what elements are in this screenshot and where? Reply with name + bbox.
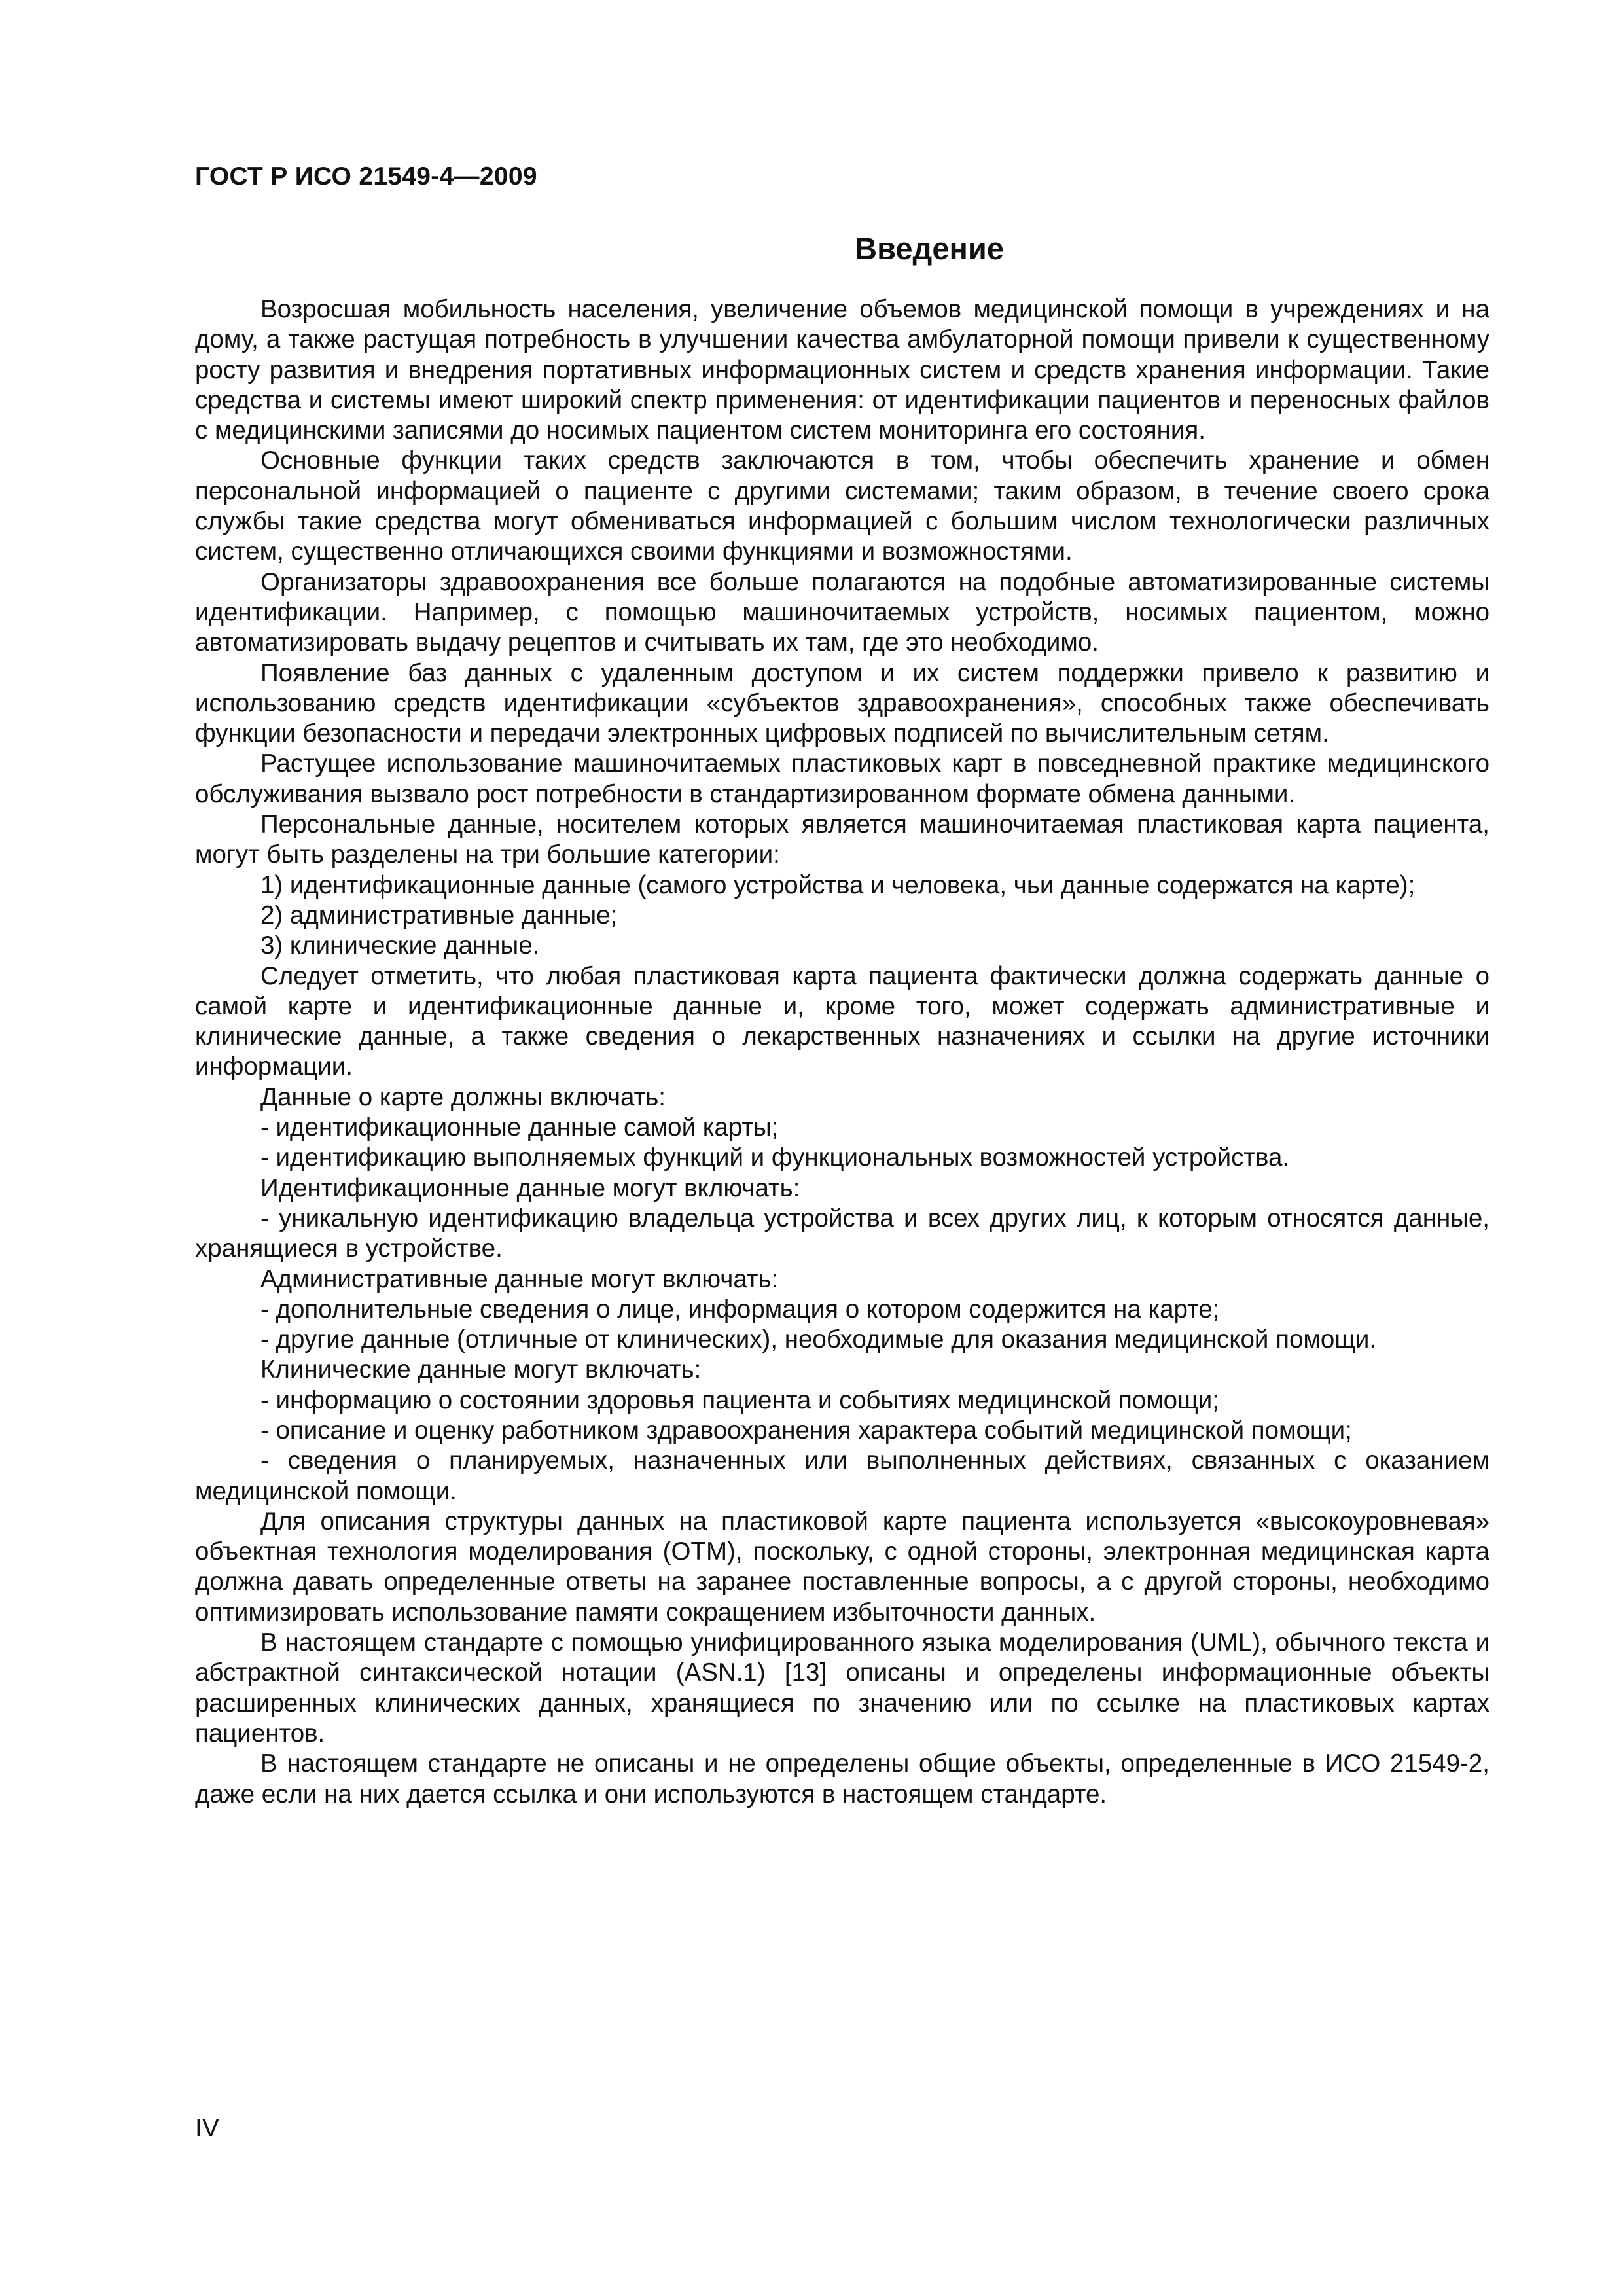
list-item: - идентификационные данные самой карты; xyxy=(260,1113,779,1142)
paragraph: Для описания структуры данных на пластиковой карте пациента используется «высокоуровневая» объектная технология моделирования (ОТМ), поскольку, с одной стороны, электронная медицинская карта должна давать определенные ответы на заранее поставленные вопросы, а с другой стороны, необходимо оптимизировать использование памяти сокращением избыточности данных. xyxy=(195,1507,1489,1626)
body-text xyxy=(195,295,1489,1810)
page-number: IV xyxy=(195,2114,219,2142)
paragraph: Следует отметить, что любая пластиковая карта пациента фактически должна содержать данные о самой карте и идентификационные данные и, кроме того, может содержать административные и клинические данные, а также сведения о лекарственных назначениях и ссылки на другие источники информации. xyxy=(195,961,1489,1081)
section-title: Введение xyxy=(855,231,1004,266)
paragraph: Организаторы здравоохранения все больше полагаются на подобные автоматизированные системы идентификации. Например, с помощью машиночитаемых устройств, носимых пациентом, можно автоматизировать выдачу рецептов и считывать их там, где это необходимо. xyxy=(195,567,1489,657)
list-item: - уникальную идентификацию владельца устройства и всех других лиц, к которым относятся данные, хранящиеся в устройстве. xyxy=(195,1204,1489,1263)
list-item: - другие данные (отличные от клинических), необходимые для оказания медицинской помощи. xyxy=(260,1325,1377,1354)
paragraph: Основные функции таких средств заключаются в том, чтобы обеспечить хранение и обмен персональной информацией о пациенте с другими системами; таким образом, в течение своего срока службы такие средства могут обмениваться информацией с большим числом технологически различных систем, существенно отличающихся своими функциями и возможностями. xyxy=(195,446,1489,566)
list-intro: Идентификационные данные могут включать: xyxy=(260,1174,800,1202)
paragraph: В настоящем стандарте с помощью унифицированного языка моделирования (UML), обычного текста и абстрактной синтаксической нотации (ASN.1) [13] описаны и определены информационные объекты расширенных клинических данных, хранящиеся по значению или по ссылке на пластиковых картах пациентов. xyxy=(195,1628,1489,1748)
category-item: 2) административные данные; xyxy=(260,901,618,929)
list-item: - идентификацию выполняемых функций и функциональных возможностей устройства. xyxy=(260,1143,1290,1172)
list-item: - информацию о состоянии здоровья пациента и событиях медицинской помощи; xyxy=(260,1386,1219,1414)
paragraph: В настоящем стандарте не описаны и не определены общие объекты, определенные в ИСО 21549-2, даже если на них дается ссылка и они используются в настоящем стандарте. xyxy=(195,1749,1489,1808)
list-item: - сведения о планируемых, назначенных или выполненных действиях, связанных с оказанием медицинской помощи. xyxy=(195,1446,1489,1505)
paragraph: Возросшая мобильность населения, увеличение объемов медицинской помощи в учреждениях и на дому, а также растущая потребность в улучшении качества амбулаторной помощи привели к существенному росту развития и внедрения портативных информационных систем и средств хранения информации. Такие средства и системы имеют широкий спектр применения: от идентификации пациентов и переносных файлов с медицинскими записями до носимых пациентом систем мониторинга его состояния. xyxy=(195,295,1489,445)
list-intro: Данные о карте должны включать: xyxy=(260,1083,666,1111)
paragraph: Растущее использование машиночитаемых пластиковых карт в повседневной практике медицинского обслуживания вызвало рост потребности в стандартизированном формате обмена данными. xyxy=(195,749,1489,808)
paragraph: Появление баз данных с удаленным доступом и их систем поддержки привело к развитию и использованию средств идентификации «субъектов здравоохранения», способных также обеспечивать функции безопасности и передачи электронных цифровых подписей по вычислительным сетям. xyxy=(195,658,1489,748)
standard-header: ГОСТ Р ИСО 21549-4—2009 xyxy=(195,162,537,190)
paragraph: Персональные данные, носителем которых является машиночитаемая пластиковая карта пациента, могут быть разделены на три большие категории: xyxy=(195,810,1489,869)
list-item: - дополнительные сведения о лице, информация о котором содержится на карте; xyxy=(260,1295,1220,1323)
list-item: - описание и оценку работником здравоохранения характера событий медицинской помощи; xyxy=(260,1416,1352,1444)
list-intro: Клинические данные могут включать: xyxy=(260,1355,702,1384)
category-item: 3) клинические данные. xyxy=(260,931,540,960)
list-intro: Административные данные могут включать: xyxy=(260,1265,779,1293)
category-item: 1) идентификационные данные (самого устройства и человека, чьи данные содержатся на карте); xyxy=(260,870,1416,899)
